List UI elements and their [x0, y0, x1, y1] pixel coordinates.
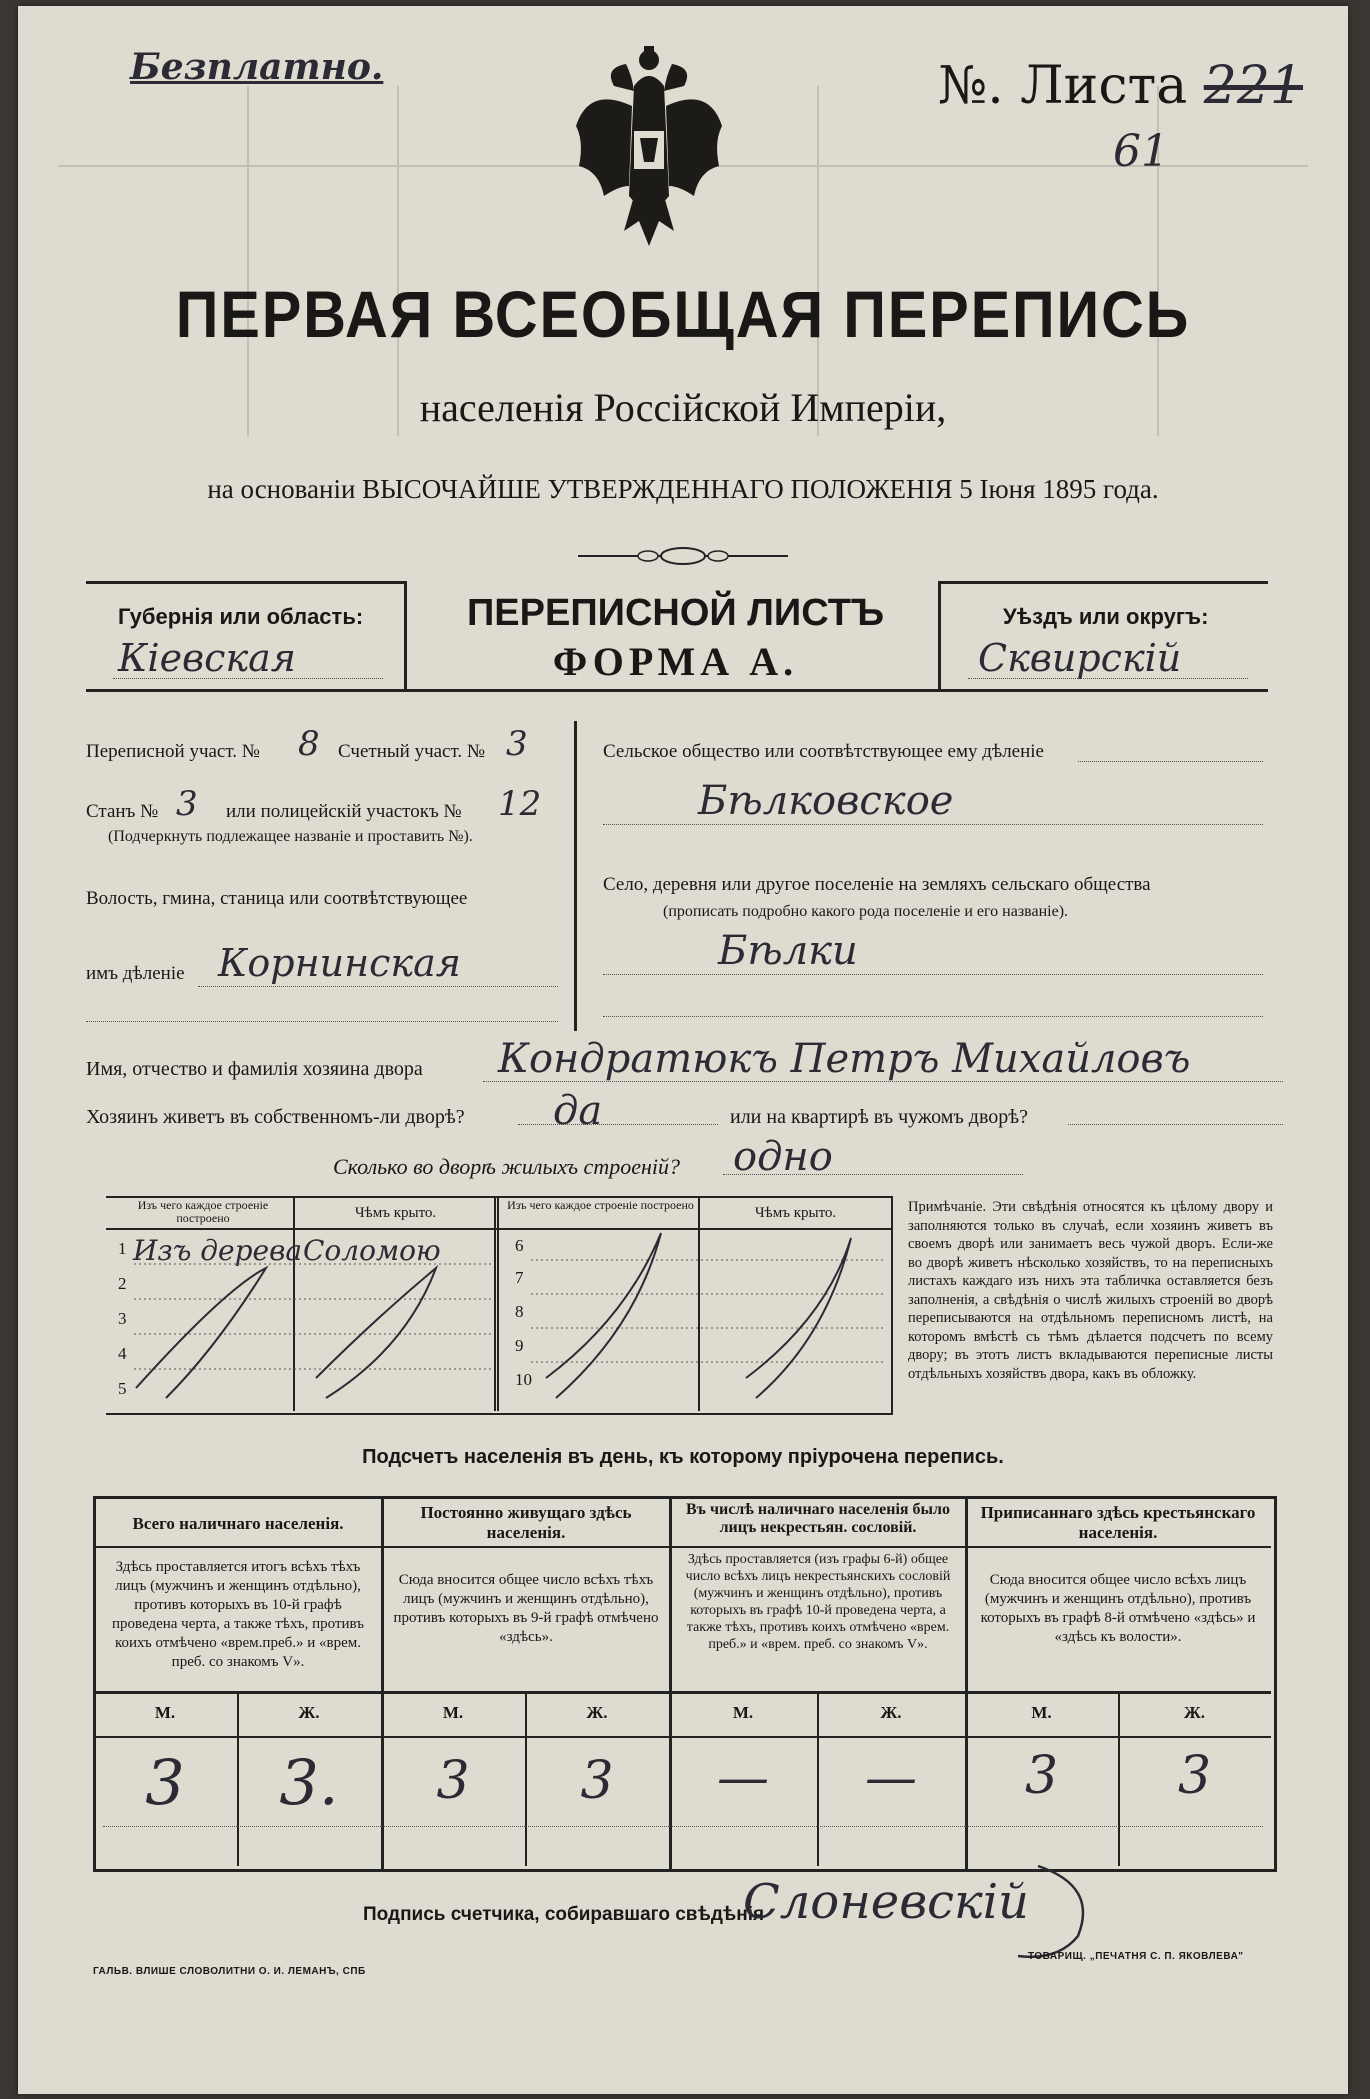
census-district-value: 8 [298, 724, 320, 764]
row-number: 6 [515, 1236, 524, 1255]
col3-head: Въ числѣ наличнаго населенія было лицъ некрестьян. сословій. [685, 1501, 951, 1536]
dotted-line [603, 824, 1263, 825]
divider [574, 721, 577, 1031]
dotted-line [723, 1174, 1023, 1175]
row-number: 3 [118, 1309, 127, 1328]
col3-female-value: — [865, 1748, 917, 1808]
col3-male-value: — [717, 1748, 769, 1808]
dotted-line [603, 974, 1263, 975]
dotted-line [86, 1021, 558, 1022]
basis-line: на основаніи ВЫСОЧАЙШЕ УТВЕРЖДЕННАГО ПОЛОЖЕНІЯ 5 Іюня 1895 года. [207, 474, 1159, 504]
uezd-label: Уѣздъ или округъ: [1003, 604, 1209, 629]
divider [381, 1496, 384, 1869]
f-label: Ж. [298, 1703, 320, 1722]
society-label: Сельское общество или соотвѣтствующее ему дѣленіе [603, 741, 1044, 762]
village-note: (прописать подробно какого рода поселеніе и его названіе). [663, 903, 1069, 920]
divider [938, 581, 941, 689]
rent-label: или на квартирѣ въ чужомъ дворѣ? [730, 1106, 1029, 1128]
stan-label: Станъ № [86, 801, 159, 822]
footer-left: ГАЛЬВ. ВЛИШЕ СЛОВОЛИТНИ О. И. ЛЕМАНЪ, СПБ [93, 1966, 366, 1977]
sheet-number-new: 61 [1113, 126, 1169, 177]
row-number: 2 [118, 1274, 127, 1293]
row-number: 9 [515, 1336, 524, 1355]
police-value: 12 [498, 784, 542, 824]
gubernia-value: Кіевская [118, 636, 296, 680]
f-label: Ж. [880, 1703, 902, 1722]
row-number: 5 [118, 1379, 127, 1398]
col1-head: Всего наличнаго населенія. [132, 1514, 344, 1533]
dotted-line [1068, 1124, 1283, 1125]
divider [404, 581, 407, 689]
m-label: М. [1031, 1703, 1052, 1722]
rule [938, 581, 1268, 584]
village-label: Село, деревня или другое поселеніе на земляхъ сельскаго общества [603, 874, 1151, 895]
dotted-line [1078, 761, 1263, 762]
owner-name-value: Кондратюкъ Петръ Михайловъ [498, 1036, 1191, 1082]
dotted-line [483, 1081, 1283, 1082]
rule [93, 1691, 1271, 1694]
m-label: М. [154, 1703, 176, 1722]
col2-male-value: 3 [436, 1751, 470, 1811]
police-label: или полицейскій участокъ № [226, 801, 462, 822]
underline-note: (Подчеркнуть подлежащее названіе и проставить №). [108, 828, 473, 845]
dotted-line [103, 1826, 1263, 1827]
divider [965, 1496, 968, 1869]
rule [86, 689, 1268, 692]
col4-female-value: 3 [1177, 1746, 1212, 1806]
m-label: М. [442, 1703, 464, 1722]
signature-flourish [1008, 1856, 1128, 1966]
rule [93, 1736, 1271, 1738]
gubernia-label: Губернія или область: [118, 604, 364, 629]
row-number: 1 [118, 1239, 127, 1258]
signature-label: Подпись счетчика, собиравшаго свѣдѣнія [363, 1904, 765, 1925]
col1-desc: Здѣсь проставляется итогъ всѣхъ тѣхъ лицъ (мужчинъ и женщинъ отдѣльно), противъ которыхъ въ 10-й графѣ проведена черта, а также тѣхъ, противъ коихъ отмѣчено «врем.преб.» и «врем. преб. со знакомъ V». [111, 1559, 365, 1670]
dotted-line [518, 1124, 718, 1125]
col-roof-header-2: Чѣмъ крыто. [754, 1205, 837, 1221]
page-subtitle: населенія Россійской Имперіи, [419, 385, 947, 430]
uezd-value: Сквирскій [978, 636, 1182, 680]
col1-male-value: 3 [145, 1746, 185, 1819]
dotted-line [113, 678, 383, 679]
row-number: 10 [515, 1370, 532, 1389]
divider [669, 1496, 672, 1869]
page-title: ПЕРВАЯ ВСЕОБЩАЯ ПЕРЕПИСЬ [175, 277, 1191, 351]
sheet-number-crossed: 221 [1203, 56, 1304, 116]
col2-female-value: 3 [580, 1751, 614, 1811]
col2-head: Постоянно живущаго здѣсь населенія. [420, 1503, 632, 1542]
row-number: 7 [515, 1268, 524, 1287]
footer-right: ТОВАРИЩ. „ПЕЧАТНЯ С. П. ЯКОВЛЕВА" [1028, 1951, 1244, 1962]
imperial-eagle-emblem [574, 46, 724, 256]
dotted-line [968, 678, 1248, 679]
col-built-header-2: Изъ чего каждое строеніе построено [507, 1198, 694, 1212]
counting-district-label: Счетный участ. № [338, 741, 485, 762]
dotted-line [198, 986, 558, 987]
col4-male-value: 3 [1024, 1746, 1059, 1806]
ornament-divider [578, 544, 788, 568]
owner-name-label: Имя, отчество и фамилія хозяина двора [86, 1058, 423, 1080]
col3-desc: Здѣсь проставляется (изъ графы 6-й) общее число всѣхъ лицъ некрестьянскихъ сословій (мужчинъ и женщинъ отдѣльно), противъ которыхъ въ графѣ 10-й проведена черта, а также тѣхъ, противъ коихъ отмѣчено «врем. преб.» и «врем. преб. со знакомъ V». [685, 1552, 951, 1652]
counting-district-value: 3 [506, 724, 528, 764]
m-label: М. [732, 1703, 754, 1722]
rule [93, 1546, 1271, 1548]
census-sheet [18, 6, 1348, 2094]
own-yard-label: Хозяинъ живетъ въ собственномъ-ли дворѣ? [86, 1106, 465, 1128]
rule [86, 581, 406, 584]
signature-value: Слоневскій [743, 1874, 1029, 1930]
row-number: 8 [515, 1302, 524, 1321]
census-district-label: Переписной участ. № [86, 741, 260, 762]
note-text: Примѣчаніе. Эти свѣдѣнія относятся къ цѣлому двору и заполняются только въ случаѣ, если хозяинъ живетъ въ своемъ дворѣ или занимаетъ весь чужой дворъ. Если-же во дворѣ живетъ нѣсколько хозяйствъ, то на переписныхъ листахъ каждаго изъ нихъ эта табличка оставляется безъ заполненія, а свѣдѣнія о числѣ жилыхъ строеній во дворѣ переписываются на отдѣльномъ переписномъ листѣ, на которомъ вмѣстѣ съ тѣмъ дѣлается подсчетъ по всему двору; въ этотъ листъ вкладываются переписные листы отдѣльныхъ хозяйствъ двора, какъ въ обложку. [908, 1199, 1273, 1382]
society-value: Бѣлковское [698, 778, 954, 824]
own-yard-value: да [553, 1088, 603, 1134]
volost-value: Корнинская [218, 941, 461, 985]
buildings-value: одно [733, 1134, 833, 1180]
row-number: 4 [118, 1344, 127, 1363]
f-label: Ж. [586, 1703, 608, 1722]
row1-roof: Соломою [303, 1234, 441, 1267]
village-value: Бѣлки [718, 928, 858, 974]
col4-desc: Сюда вносится общее число всѣхъ лицъ (мужчинъ и женщинъ отдѣльно), противъ которыхъ въ графѣ 8-й отмѣчено «здѣсь» и «здѣсь къ волости». [980, 1572, 1256, 1645]
col4-head: Приписаннаго здѣсь крестьянскаго населенія. [980, 1503, 1256, 1542]
form-title: ФОРМА А. [552, 639, 799, 684]
volost-label-2: имъ дѣленіе [86, 963, 185, 984]
col2-desc: Сюда вносится общее число всѣхъ тѣхъ лицъ (мужчинъ и женщинъ отдѣльно), противъ которыхъ въ 9-й графѣ отмѣчено «здѣсь». [393, 1572, 659, 1645]
buildings-label: Сколько во дворѣ жилыхъ строеній? [333, 1154, 680, 1179]
col1-female-value: 3. [279, 1746, 339, 1819]
free-label: Безплатно. [130, 46, 384, 88]
col-roof-header: Чѣмъ крыто. [354, 1205, 437, 1221]
sheet-number-label: №. Листа 221 [938, 56, 1304, 116]
dotted-line [603, 1016, 1263, 1017]
row1-built: Изъ дерева [133, 1234, 303, 1267]
volost-label: Волость, гмина, станица или соотвѣтствующее [86, 888, 468, 909]
count-title: Подсчетъ населенія въ день, къ которому пріурочена перепись. [362, 1446, 1004, 1468]
col-built-header: Изъ чего каждое строеніе построено [137, 1198, 269, 1225]
stan-value: 3 [176, 784, 198, 824]
sheet-title: ПЕРЕПИСНОЙ ЛИСТЪ [466, 592, 885, 634]
f-label: Ж. [1183, 1703, 1206, 1722]
